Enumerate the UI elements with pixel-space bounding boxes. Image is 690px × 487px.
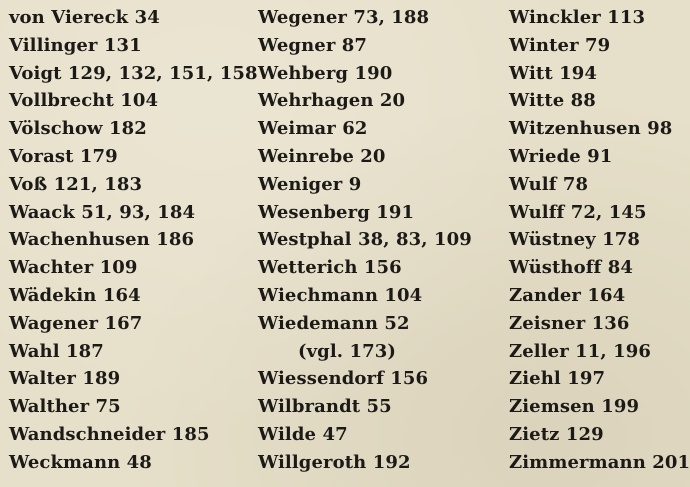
index-entry: Wiechmann 104: [258, 284, 423, 306]
index-entry: Wagener 167: [9, 312, 143, 334]
index-entry: Ziehl 197: [509, 368, 606, 390]
index-entry: Wulff 72, 145: [509, 201, 647, 223]
index-entry: Wüstney 178: [509, 229, 640, 251]
index-entry: Wädekin 164: [9, 284, 141, 306]
index-entry-continuation: (vgl. 173): [298, 340, 397, 362]
index-entry: Zeisner 136: [509, 312, 630, 334]
index-entry: Voigt 129, 132, 151, 158: [9, 62, 258, 84]
index-entry: Zietz 129: [509, 423, 604, 445]
index-entry: Wehberg 190: [258, 62, 393, 84]
index-entry: Villinger 131: [9, 34, 142, 56]
index-entry: Weimar 62: [258, 118, 368, 140]
index-entry: Vorast 179: [9, 145, 118, 167]
index-entry: Weniger 9: [258, 173, 362, 195]
index-entry: Wilde 47: [258, 423, 348, 445]
index-column-1: [9, 4, 258, 477]
index-entry: Wegner 87: [258, 34, 368, 56]
index-entry: Vollbrecht 104: [9, 90, 159, 112]
index-entry: Waack 51, 93, 184: [9, 201, 196, 223]
index-entry: Zander 164: [509, 284, 626, 306]
index-entry: Wegener 73, 188: [258, 7, 430, 28]
index-entry: Willgeroth 192: [258, 451, 411, 473]
index-entry: Walter 189: [9, 368, 121, 390]
index-entry: Weinrebe 20: [258, 145, 386, 167]
index-entry: Zeller 11, 196: [509, 340, 652, 362]
index-entry: Witzenhusen 98: [509, 118, 673, 140]
index-entry: Witte 88: [509, 90, 596, 112]
index-column-3: [509, 4, 690, 477]
index-entry: Voß 121, 183: [9, 173, 143, 195]
index-entry: Ziemsen 199: [509, 396, 640, 418]
index-entry: Völschow 182: [9, 118, 147, 140]
index-entry: Wiedemann 52: [258, 312, 410, 334]
index-entry: Wesenberg 191: [258, 201, 415, 223]
index-entry: Weckmann 48: [9, 451, 152, 473]
index-entry: Wriede 91: [509, 145, 613, 167]
index-entry: Wetterich 156: [258, 257, 402, 279]
index-entry: Wehrhagen 20: [258, 90, 406, 112]
index-entry: Westphal 38, 83, 109: [258, 229, 472, 251]
index-entry: Wilbrandt 55: [258, 396, 392, 418]
index-entry: Wandschneider 185: [9, 423, 210, 445]
index-entry: Wachenhusen 186: [9, 229, 195, 251]
index-entry: von Viereck 34: [9, 7, 160, 28]
index-entry: Walther 75: [9, 396, 121, 418]
index-column-2: [258, 4, 472, 477]
index-entry: Zimmermann 201: [509, 451, 690, 473]
index-entry: Witt 194: [509, 62, 598, 84]
index-entry: Winckler 113: [509, 7, 646, 28]
index-entry: Wiessendorf 156: [258, 368, 429, 390]
index-entry: Wüsthoff 84: [509, 257, 634, 279]
index-entry: Wachter 109: [9, 257, 138, 279]
index-entry: Winter 79: [509, 34, 611, 56]
index-entry: Wulf 78: [509, 173, 589, 195]
index-entry: Wahl 187: [9, 340, 104, 362]
